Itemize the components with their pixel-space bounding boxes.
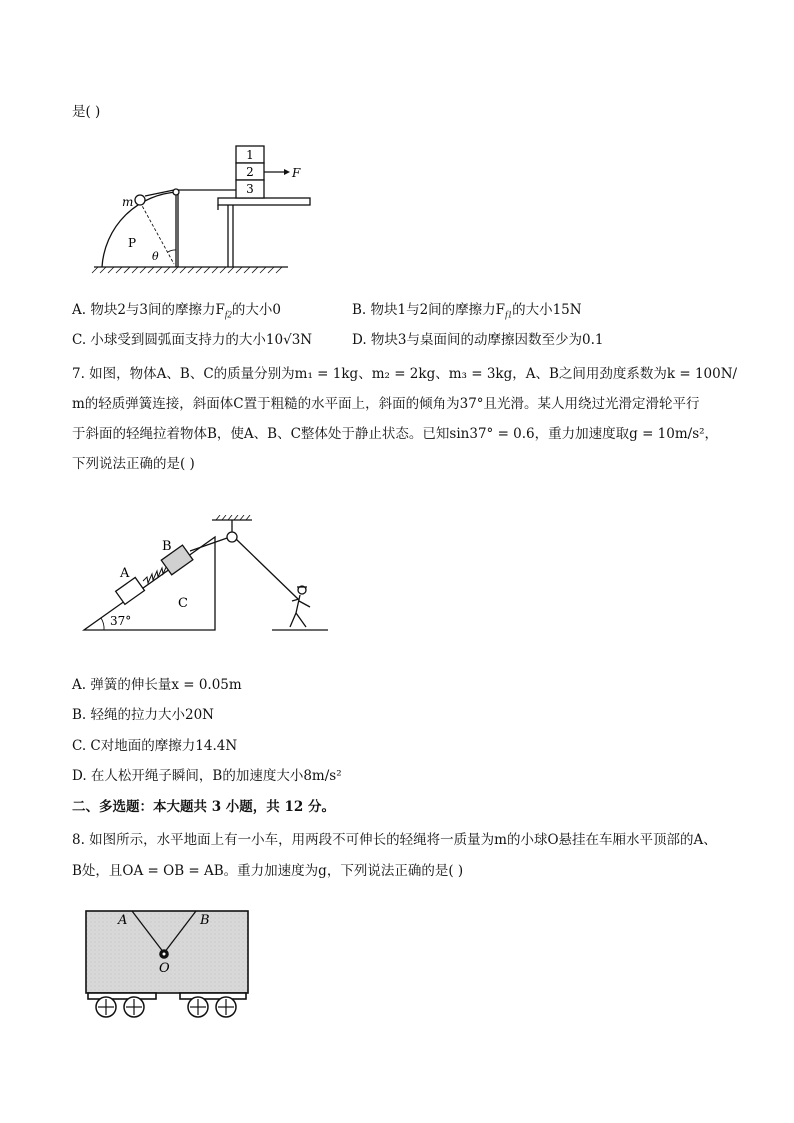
angle-37-label: 37°	[110, 614, 132, 628]
force-label: F	[292, 166, 301, 180]
block-1-label: 1	[246, 148, 254, 162]
label-a: A	[118, 913, 128, 928]
q7-stem-line-2: m的轻质弹簧连接，斜面体C置于粗糙的水平面上，斜面的倾角为37°且光滑。某人用绕过光滑定滑轮平行	[72, 396, 700, 412]
q6-option-b: B. 物块1与2间的摩擦力$F_{f1}$的大小15N	[352, 302, 582, 320]
q7-option-c: C. C对地面的摩擦力14.4N	[72, 738, 238, 754]
q7-option-b: B. 轻绳的拉力大小20N	[72, 707, 214, 723]
q6-option-a: A. 物块2与3间的摩擦力$F_{f2}$的大小0	[72, 302, 281, 320]
q7-option-a: A. 弹簧的伸长量x = 0.05m	[72, 677, 242, 693]
label-o: O	[159, 961, 170, 976]
block-2-label: 2	[246, 165, 254, 179]
label-b: B	[162, 539, 172, 554]
label-b: B	[200, 913, 210, 928]
q8-stem-line-1: 8. 如图所示，水平地面上有一小车，用两段不可伸长的轻绳将一质量为m的小球O悬挂在车厢水平顶部的A、	[72, 832, 717, 848]
q7-figure	[80, 515, 340, 640]
q7-stem-line-3: 于斜面的轻绳拉着物体B，使A、B、C整体处于静止状态。已知sin37° = 0.6，重力加速度取g = 10m/s²，	[72, 426, 719, 442]
q6-stem-tail: 是( )	[72, 104, 101, 120]
region-p-label: P	[128, 236, 137, 250]
q6-option-c: C. 小球受到圆弧面支持力的大小10√3N	[72, 332, 313, 348]
q7-stem-line-4: 下列说法正确的是( )	[72, 456, 195, 472]
block-3-label: 3	[246, 182, 254, 196]
q8-figure	[82, 905, 257, 1020]
section-heading: 二、多选题：本大题共 3 小题，共 12 分。	[72, 799, 335, 815]
label-a: A	[120, 566, 130, 581]
label-c: C	[178, 596, 188, 611]
q6-option-d: D. 物块3与桌面间的动摩擦因数至少为0.1	[352, 332, 604, 348]
q7-stem-line-1: 7. 如图，物体A、B、C的质量分别为m₁ = 1kg、m₂ = 2kg、m₃ = 3kg，A、B之间用劲度系数为k = 100N/	[72, 366, 738, 382]
q8-stem-line-2: B处，且OA = OB = AB。重力加速度为g，下列说法正确的是( )	[72, 863, 464, 879]
q7-option-d: D. 在人松开绳子瞬间，B的加速度大小8m/s²	[72, 768, 342, 784]
theta-label: θ	[152, 250, 159, 263]
q6-figure	[88, 140, 318, 275]
mass-label: m	[122, 195, 134, 209]
